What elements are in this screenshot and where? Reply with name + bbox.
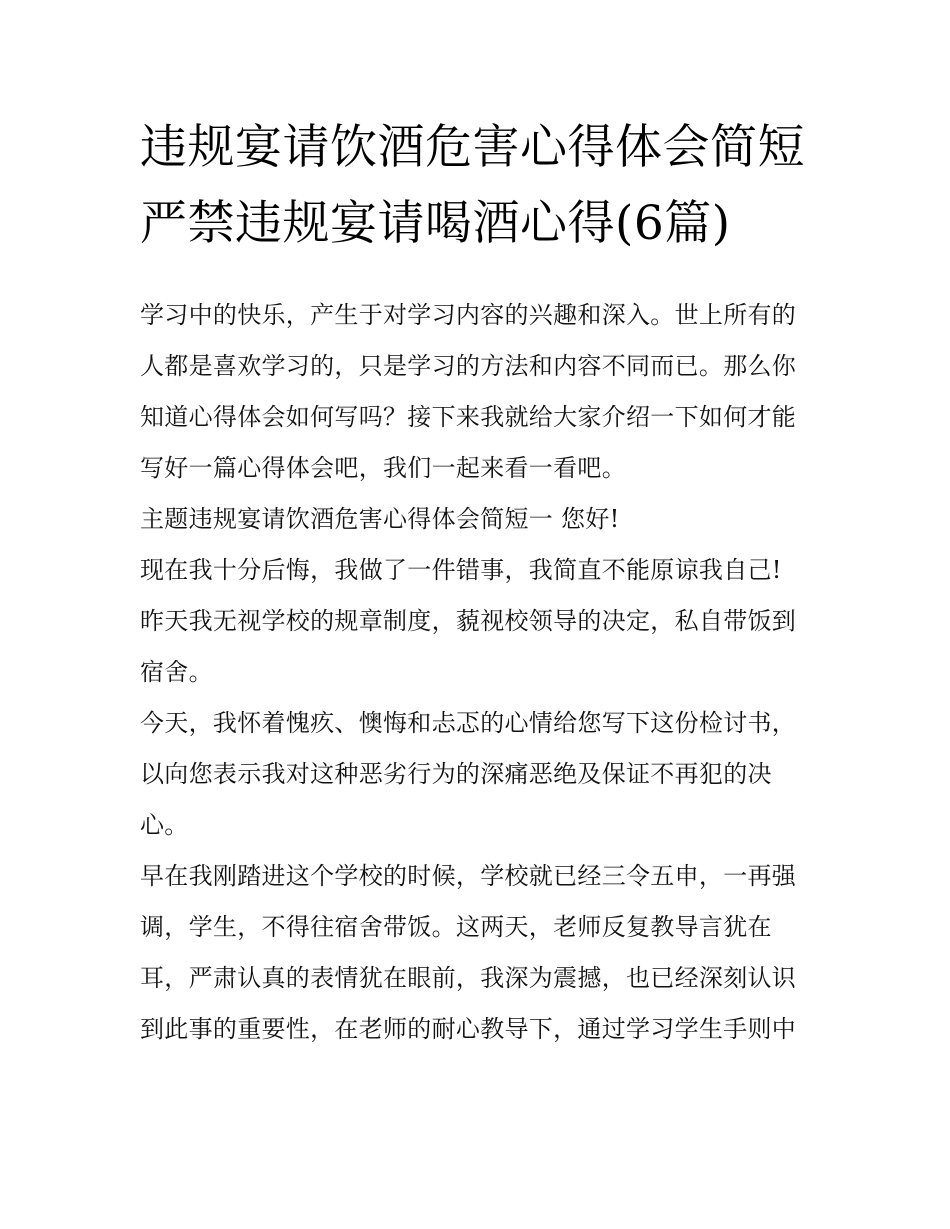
document-body [140,110,820,1055]
paragraph-topic: 主题违规宴请饮酒危害心得体会简短一 您好! [140,505,620,533]
paragraph-yesterday: 昨天我无视学校的规章制度，藐视校领导的决定，私自带饭到宿舍。 [140,607,797,686]
paragraph-today: 今天，我怀着愧疚、懊悔和忐忑的心情给您写下这份检讨书，以向您表示我对这种恶劣行为的深痛恶绝及保证不再犯的决心。 [140,709,797,839]
paragraph-list [140,290,820,1055]
paragraph-intro: 学习中的快乐，产生于对学习内容的兴趣和深入。世上所有的人都是喜欢学习的，只是学习的方法和内容不同而已。那么你知道心得体会如何写吗？接下来我就给大家介绍一下如何才能写好一篇心得体会吧，我们一起来看一看吧。 [140,301,797,482]
document-title: 违规宴请饮酒危害心得体会简短 严禁违规宴请喝酒心得(6篇) [140,120,805,251]
paragraph-school-rules: 早在我刚踏进这个学校的时候，学校就已经三令五申，一再强调，学生，不得往宿舍带饭。这两天，老师反复教导言犹在耳，严肃认真的表情犹在眼前，我深为震撼，也已经深刻认识到此事的重要性，在老师的耐心教导下，通过学习学生手则中 [140,862,797,1043]
paragraph-regret: 现在我十分后悔，我做了一件错事，我简直不能原谅我自己! [140,556,782,584]
